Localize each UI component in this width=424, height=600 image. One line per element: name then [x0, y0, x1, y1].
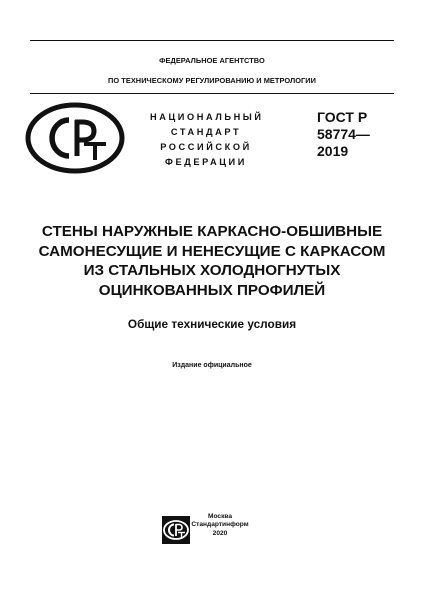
gost-r-emblem-icon	[22, 100, 128, 176]
publisher-info	[190, 513, 250, 538]
publisher-year: 2020	[212, 529, 228, 537]
publisher-name: Стандартинформ	[191, 521, 249, 529]
standard-code-line: ГОСТ Р	[317, 109, 368, 125]
standard-code	[317, 109, 397, 160]
standard-type-line: НАЦИОНАЛЬНЫЙ	[150, 112, 264, 122]
document-subtitle: Общие технические условия	[127, 317, 297, 331]
standard-type-line: СТАНДАРТ	[170, 127, 242, 137]
title-line: ИЗ СТАЛЬНЫХ ХОЛОДНОГНУТЫХ	[83, 262, 341, 279]
edition-note: Издание официальное	[172, 362, 252, 369]
middle-rule	[30, 93, 394, 94]
title-line: СТЕНЫ НАРУЖНЫЕ КАРКАСНО-ОБШИВНЫЕ	[41, 223, 383, 240]
title-line: ОЦИНКОВАННЫХ ПРОФИЛЕЙ	[98, 281, 326, 299]
standard-code-line: 58774—	[317, 126, 370, 142]
standard-type-line: ФЕДЕРАЦИИ	[165, 157, 247, 167]
standard-type	[150, 110, 262, 170]
agency-line-2: ПО ТЕХНИЧЕСКОМУ РЕГУЛИРОВАНИЮ И МЕТРОЛОГИИ	[108, 76, 316, 85]
top-rule	[30, 40, 394, 41]
standartinform-emblem-icon	[161, 515, 191, 545]
standard-code-line: 2019	[317, 143, 349, 159]
title-line: САМОНЕСУЩИЕ И НЕНЕСУЩИЕ С КАРКАСОМ	[38, 242, 386, 260]
publisher-city: Москва	[207, 513, 233, 520]
standard-type-line: РОССИЙСКОЙ	[160, 142, 252, 152]
document-title	[0, 222, 424, 300]
agency-line-1: ФЕДЕРАЛЬНОЕ АГЕНТСТВО	[159, 56, 265, 65]
